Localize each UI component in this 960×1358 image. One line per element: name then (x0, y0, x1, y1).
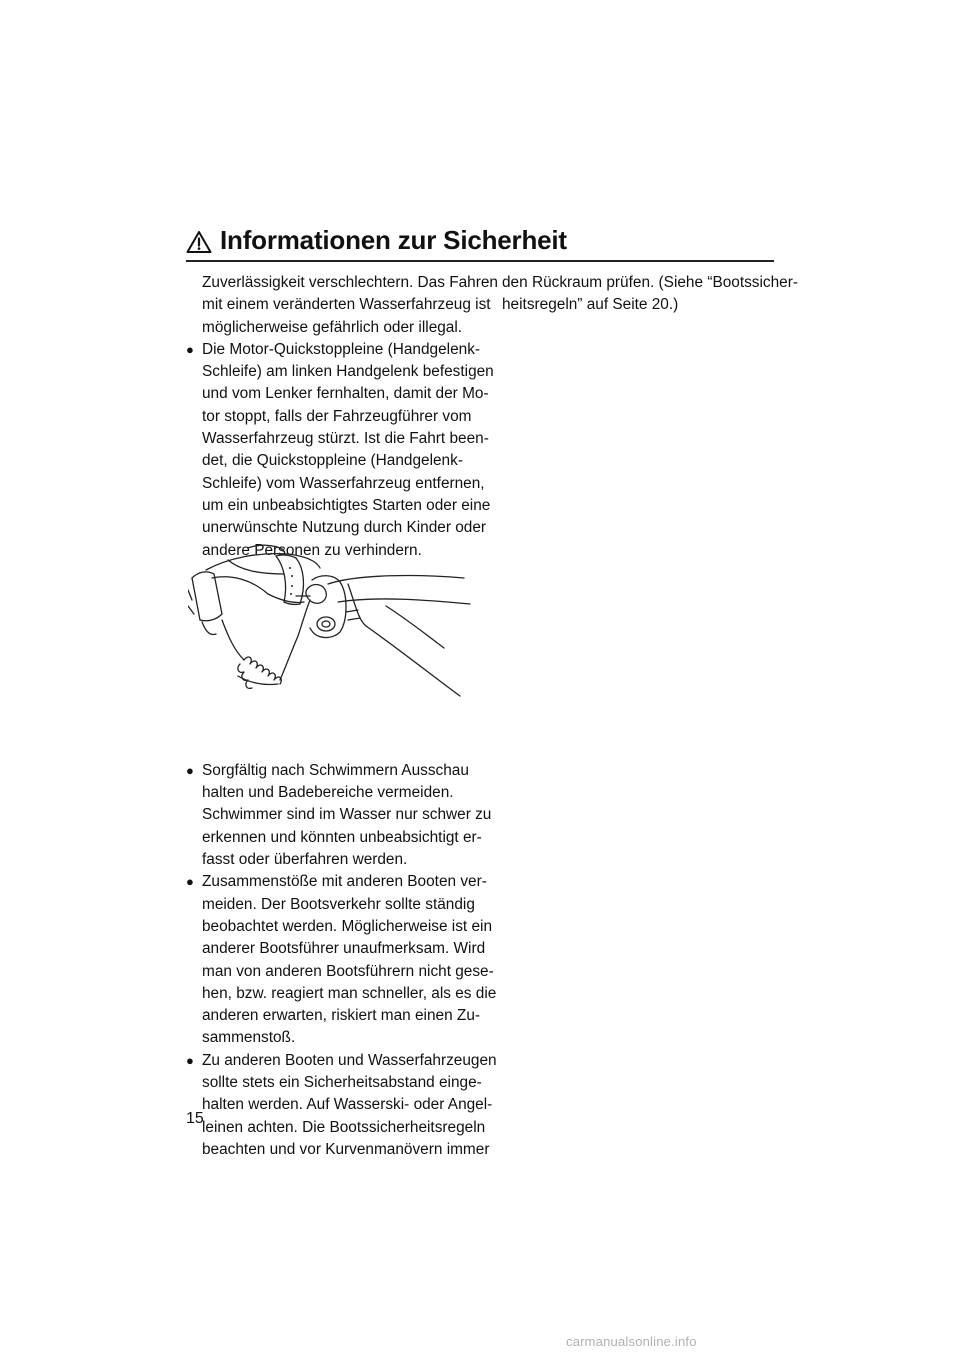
bullet-dot-icon: ● (186, 1052, 194, 1068)
page-number: 15 (186, 1110, 204, 1127)
text-line: Sorgfältig nach Schwimmern Ausschau (202, 761, 469, 779)
text-line: Wasserfahrzeug stürzt. Ist die Fahrt been- (202, 430, 489, 448)
text-line: hen, bzw. reagiert man schneller, als es die (202, 984, 497, 1002)
text-line: Zu anderen Booten und Wasserfahrzeugen (202, 1051, 497, 1069)
text-line: um ein unbeabsichtigtes Starten oder eine (202, 496, 491, 514)
text-line: halten und Badebereiche vermeiden. (202, 784, 454, 802)
text-line: Zuverlässigkeit verschlechtern. Das Fahren (202, 274, 498, 291)
bullet-dot-icon: ● (186, 341, 194, 357)
text-line: sollte stets ein Sicherheitsabstand einge- (202, 1074, 482, 1092)
text-line: meiden. Der Bootsverkehr sollte ständig (202, 895, 475, 913)
text-line: fasst oder überfahren werden. (202, 851, 408, 869)
lanyard-wrist-illustration (188, 540, 472, 702)
warning-triangle-icon (186, 230, 212, 254)
text-line: erkennen und könnten unbeabsichtigt er- (202, 828, 482, 846)
text-line: Die Motor-Quickstoppleine (Handgelenk- (202, 340, 481, 358)
bullet-dot-icon: ● (186, 762, 194, 778)
page-title: Informationen zur Sicherheit (220, 225, 567, 255)
text-line: beobachtet werden. Möglicherweise ist ein (202, 917, 493, 935)
text-line: det, die Quickstoppleine (Handgelenk- (202, 452, 463, 470)
page-header (186, 224, 774, 262)
text-line: Zusammenstöße mit anderen Booten ver- (202, 873, 487, 891)
text-line: unerwünschte Nutzung durch Kinder oder (202, 519, 487, 537)
text-line: andere Personen zu verhindern. (202, 541, 422, 559)
text-line: tor stoppt, falls der Fahrzeugführer vom (202, 407, 472, 425)
bullet-swimmers (186, 760, 492, 871)
text-line: Schleife) am linken Handgelenk befestigen (202, 363, 494, 381)
footer-watermark: carmanualsonline.info (566, 1334, 697, 1349)
text-line: sammenstoß. (202, 1029, 296, 1047)
text-line: leinen achten. Die Bootssicherheitsregeln (202, 1118, 486, 1136)
text-line: anderer Bootsführer unaufmerksam. Wird (202, 940, 486, 958)
text-line: Schwimmer sind im Wasser nur schwer zu (202, 806, 492, 824)
intro-paragraph (186, 272, 498, 339)
left-column (186, 272, 498, 1161)
bullet-quickstop-lanyard (186, 339, 494, 562)
text-line: halten werden. Auf Wasserski- oder Angel- (202, 1096, 493, 1114)
text-line: anderen erwarten, riskiert man einen Zu- (202, 1007, 481, 1025)
text-line: man von anderen Bootsführern nicht gese- (202, 962, 494, 980)
bullet-safety-distance (186, 1050, 497, 1161)
text-line: heitsregeln” auf Seite 20.) (502, 296, 679, 314)
text-line: und vom Lenker fernhalten, damit der Mo- (202, 385, 489, 403)
text-line: möglicherweise gefährlich oder illegal. (202, 318, 463, 336)
text-line: mit einem veränderten Wasserfahrzeug ist (202, 296, 491, 314)
text-line: Schleife) vom Wasserfahrzeug entfernen, (202, 474, 485, 492)
text-line: beachten und vor Kurvenmanövern immer (202, 1140, 490, 1158)
text-line: den Rückraum prüfen. (Siehe “Bootssicher- (502, 274, 798, 291)
bullet-collisions (186, 871, 497, 1049)
bullet-dot-icon: ● (186, 874, 194, 890)
right-column (502, 272, 798, 317)
